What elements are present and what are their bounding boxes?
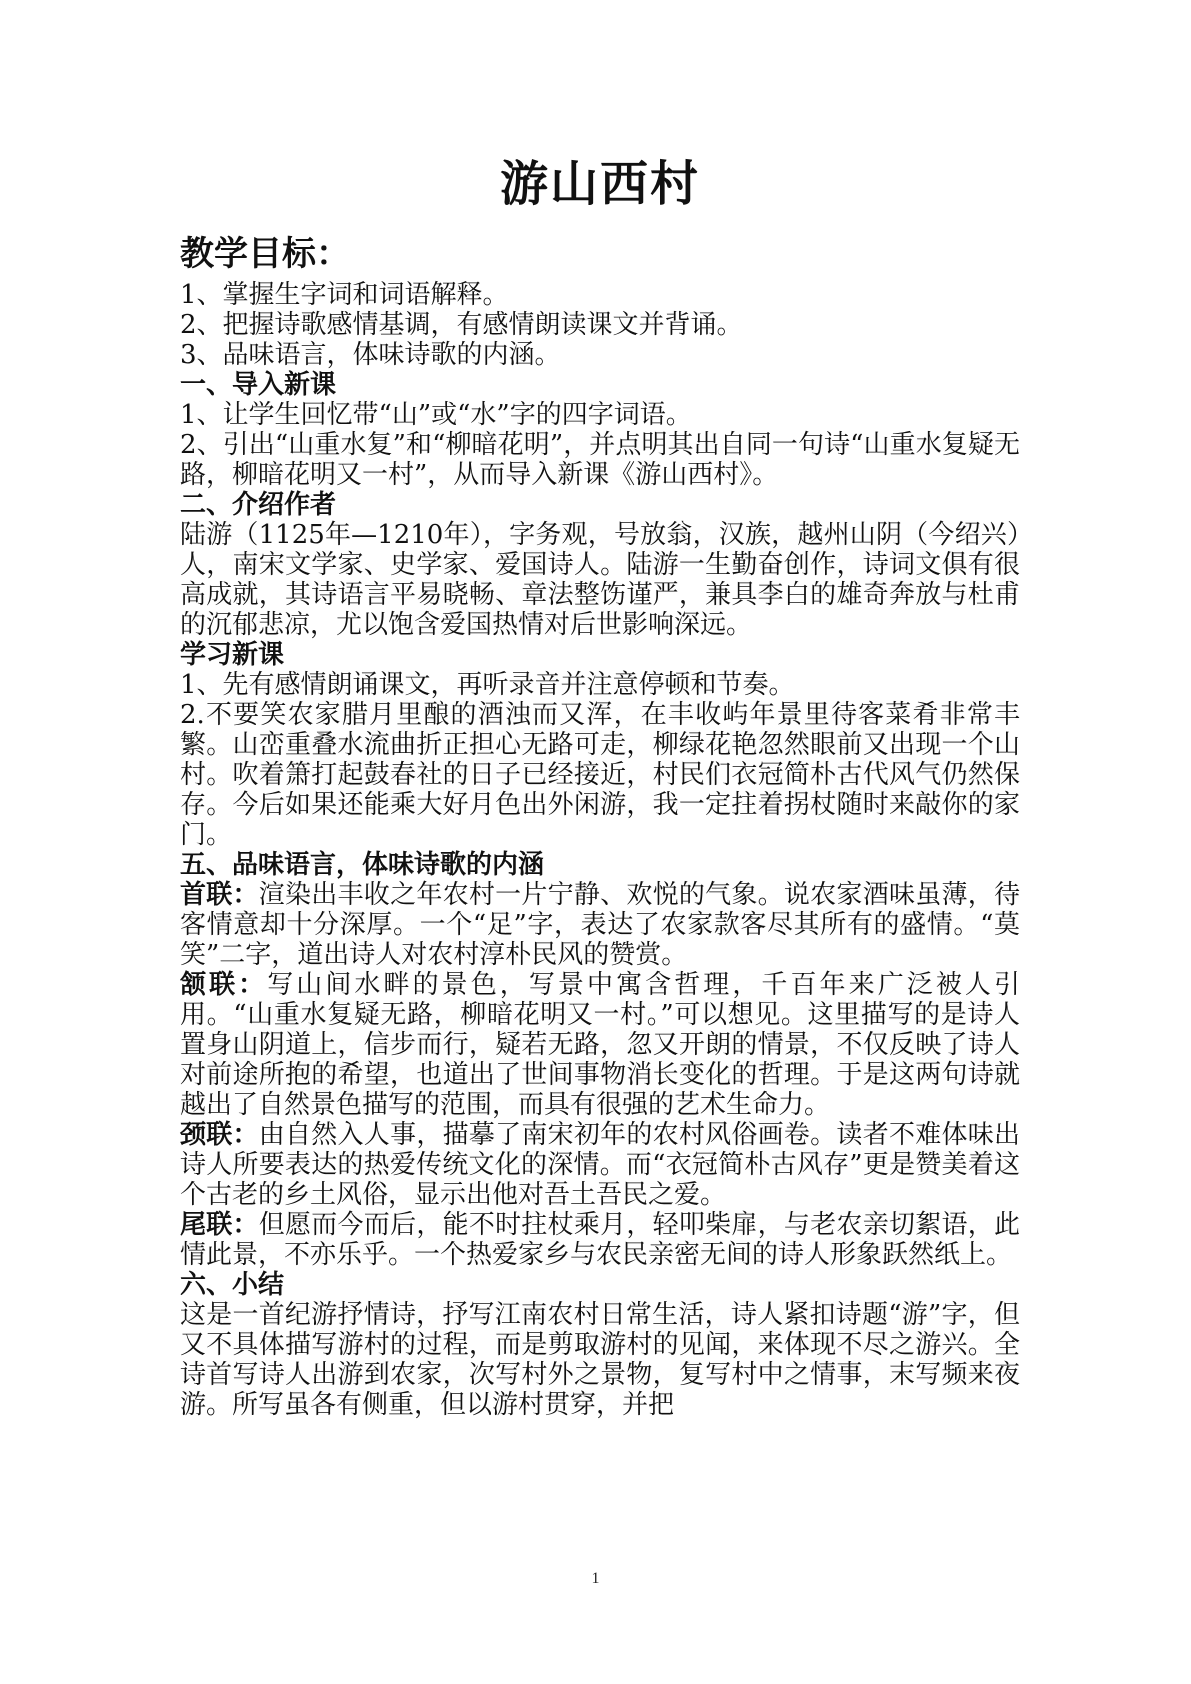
section-heading-intro: 一、导入新课	[180, 370, 337, 400]
couplet-paragraph	[180, 1210, 1020, 1270]
section-heading-study: 学习新课	[180, 640, 285, 670]
couplet-text: 写山间水畔的景色，写景中寓含哲理，千百年来广泛被人引用。“山重水复疑无路，柳暗花明又一村。”可以想见。这里描写的是诗人置身山阴道上，信步而行，疑若无路，忽又开朗的情景，不仅反映了诗人对前途所抱的希望，也道出了世间事物消长变化的哲理。于是这两句诗就越出了自然景色描写的范围，而具有很强的艺术生命力。	[180, 970, 1020, 1120]
couplet-lead: 尾联：	[180, 1210, 259, 1240]
section-heading-summary: 六、小结	[180, 1270, 285, 1300]
couplet-paragraph	[180, 880, 1020, 970]
objective-item: 1、掌握生字词和词语解释。	[180, 280, 509, 310]
couplet-paragraph	[180, 1120, 1020, 1210]
section-heading-appreciation: 五、品味语言，体味诗歌的内涵	[180, 850, 545, 880]
couplet-text: 但愿而今而后，能不时拄杖乘月，轻叩柴扉，与老农亲切絮语，此情此景，不亦乐乎。一个热爱家乡与农民亲密无间的诗人形象跃然纸上。	[180, 1210, 1020, 1270]
objectives-heading: 教学目标：	[180, 234, 350, 274]
translation-paragraph: 2.不要笑农家腊月里酿的酒浊而又浑，在丰收屿年景里待客菜肴非常丰繁。山峦重叠水流曲折正担心无路可走，柳绿花艳忽然眼前又出现一个山村。吹着箫打起鼓春社的日子已经接近，村民们衣冠简朴古代风气仍然保存。今后如果还能乘大好月色出外闲游，我一定拄着拐杖随时来敲你的家门。	[180, 700, 1020, 850]
section-heading-author: 二、介绍作者	[180, 490, 337, 520]
document-page	[180, 150, 1020, 1420]
couplet-text: 由自然入人事，描摹了南宋初年的农村风俗画卷。读者不难体味出诗人所要表达的热爱传统文化的深情。而“衣冠简朴古风存”更是赞美着这个古老的乡土风俗，显示出他对吾土吾民之爱。	[180, 1120, 1020, 1210]
couplet-paragraph	[180, 970, 1020, 1120]
intro-line: 2、引出“山重水复”和“柳暗花明”，并点明其出自同一句诗“山重水复疑无路，柳暗花明又一村”，从而导入新课《游山西村》。	[180, 430, 1020, 490]
study-line: 1、先有感情朗诵课文，再听录音并注意停顿和节奏。	[180, 670, 795, 700]
intro-line: 1、让学生回忆带“山”或“水”字的四字词语。	[180, 400, 692, 430]
couplet-text: 渲染出丰收之年农村一片宁静、欢悦的气象。说农家酒味虽薄，待客情意却十分深厚。一个“足”字，表达了农家款客尽其所有的盛情。“莫笑”二字，道出诗人对农村淳朴民风的赞赏。	[180, 880, 1020, 970]
couplet-lead: 颈联：	[180, 1120, 259, 1150]
objective-item: 2、把握诗歌感情基调，有感情朗读课文并背诵。	[180, 310, 743, 340]
author-paragraph: 陆游（1125年—1210年），字务观，号放翁，汉族，越州山阴（今绍兴）人，南宋文学家、史学家、爱国诗人。陆游一生勤奋创作，诗词文俱有很高成就，其诗语言平易晓畅、章法整饬谨严，兼具李白的雄奇奔放与杜甫的沉郁悲凉，尤以饱含爱国热情对后世影响深远。	[180, 520, 1020, 640]
summary-paragraph: 这是一首纪游抒情诗，抒写江南农村日常生活，诗人紧扣诗题“游”字，但又不具体描写游村的过程，而是剪取游村的见闻，来体现不尽之游兴。全诗首写诗人出游到农家，次写村外之景物，复写村中之情事，末写频来夜游。所写虽各有侧重，但以游村贯穿，并把	[180, 1300, 1020, 1420]
document-title: 游山西村	[499, 156, 700, 212]
couplet-lead: 颔联：	[180, 970, 268, 1000]
objective-item: 3、品味语言，体味诗歌的内涵。	[180, 340, 561, 370]
couplet-lead: 首联：	[180, 880, 259, 910]
page-number: 1	[591, 1570, 600, 1587]
